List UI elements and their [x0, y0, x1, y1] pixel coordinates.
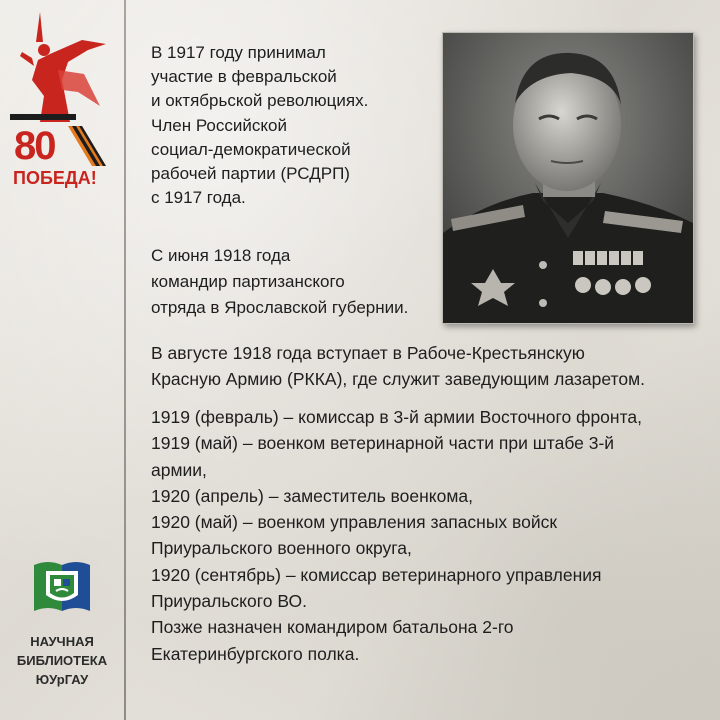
bio-line: Позже назначен командиром батальона 2-го [151, 617, 514, 638]
bio-line: социал-демократической [151, 139, 351, 159]
logo-number: 80 [14, 124, 55, 168]
bio-line: 1920 (сентябрь) – комиссар ветеринарного управления [151, 564, 602, 585]
library-line-2: БИБЛИОТЕКА [16, 653, 108, 668]
logo-word: ПОБЕДА! [13, 168, 97, 188]
bio-line: отряда в Ярославской губернии. [151, 298, 409, 317]
bio-paragraph-2 [151, 243, 408, 321]
bio-line: участие в февральской [151, 67, 337, 87]
bio-paragraph-3 [151, 340, 645, 392]
bio-line: Приуральского военного округа, [151, 538, 412, 559]
motherland-statue-icon [10, 10, 114, 130]
bio-line: В августе 1918 года вступает в Рабоче-Крестьянскую [151, 343, 585, 363]
bio-line: с 1917 года. [151, 188, 246, 208]
bio-line: Екатеринбургского полка. [151, 643, 360, 664]
bio-line: командир партизанского [151, 272, 345, 291]
portrait-photo [442, 32, 694, 324]
bio-line: В 1917 году принимал [151, 43, 326, 62]
bio-line: Приуральского ВО. [151, 591, 307, 612]
library-line-3: ЮУрГАУ [35, 672, 89, 687]
bio-line: и октябрьской революциях. [151, 91, 369, 111]
bio-paragraph-4 [151, 404, 642, 667]
st-george-ribbon-icon [66, 122, 108, 170]
bio-line: Член Российской [151, 115, 287, 135]
library-line-1: НАУЧНАЯ [30, 634, 94, 649]
bio-paragraph-1 [151, 41, 368, 210]
bio-line: Красную Армию (РККА), где служит заведующим лазаретом. [151, 369, 645, 389]
bio-line: армии, [151, 459, 207, 480]
bio-line: 1919 (февраль) – комиссар в 3-й армии Восточного фронта, [151, 407, 642, 427]
victory-80-logo [10, 10, 114, 195]
bio-line: рабочей партии (РСДРП) [151, 164, 350, 184]
bio-line: 1919 (май) – военком ветеринарной части при штабе 3-й [151, 433, 615, 454]
vertical-divider [124, 0, 126, 720]
library-label [4, 632, 120, 689]
bio-line: 1920 (апрель) – заместитель военкома, [151, 485, 473, 506]
bio-line: С июня 1918 года [151, 246, 291, 265]
bio-line: 1920 (май) – военком управления запасных войск [151, 512, 558, 533]
university-crest-icon [32, 557, 92, 613]
